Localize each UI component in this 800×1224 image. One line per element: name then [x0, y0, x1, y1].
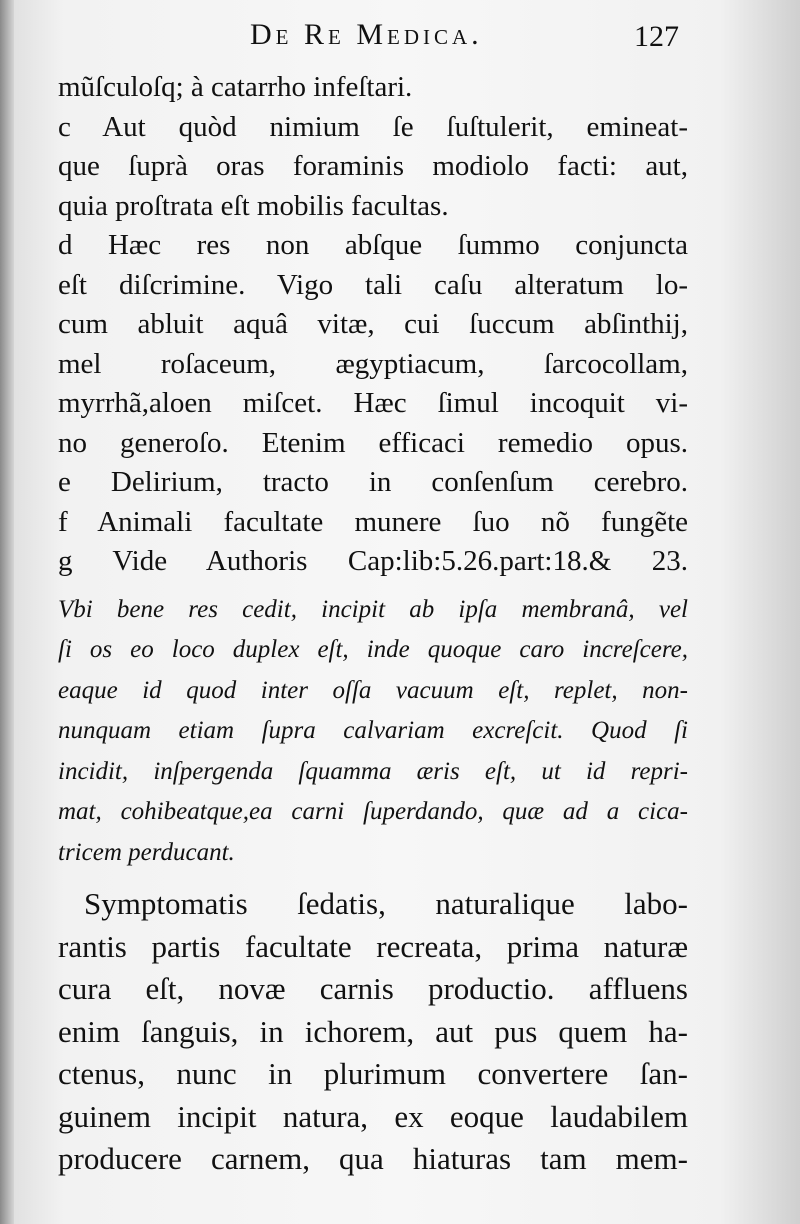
text-line: enim ſanguis, in ichorem, aut pus quem ha- — [58, 1013, 688, 1049]
text-line: quia proſtrata eſt mobilis facultas. — [58, 189, 449, 222]
text-line: myrrhã,aloen miſcet. Hæc ſimul incoquit vi- — [58, 387, 688, 419]
page-body — [58, 68, 688, 1181]
text-line: que ſuprà oras foraminis modiolo facti: aut, — [58, 150, 688, 182]
text-line: mat, cohibeatque,ea carni ſuperdando, quæ ad a cica- — [58, 798, 688, 825]
text-line: f Animali facultate munere ſuo nõ fungẽte — [58, 505, 688, 538]
running-head-title: De Re Medica. — [250, 18, 483, 51]
page-number: 127 — [634, 20, 679, 53]
text-line: cura eſt, novæ carnis productio. affluens — [58, 971, 688, 1006]
text-line: rantis partis facultate recreata, prima naturæ — [58, 928, 688, 964]
text-line: eaque id quod inter oſſa vacuum eſt, replet, non- — [58, 676, 688, 704]
text-line: ſi os eo loco duplex eſt, inde quoque caro increſcere, — [58, 636, 688, 663]
page-gutter-shadow — [0, 0, 14, 1224]
text-line: tricem perducant. — [58, 838, 235, 866]
text-line: e Delirium, tracto in conſenſum cerebro. — [58, 466, 688, 498]
running-head — [40, 18, 800, 62]
text-line: producere carnem, qua hiaturas tam mem- — [58, 1141, 688, 1176]
text-line: g Vide Authoris Cap:lib:5.26.part:18.& 23. — [58, 545, 688, 577]
text-line: no generoſo. Etenim efficaci remedio opus. — [58, 426, 688, 459]
text-line: incidit, inſpergenda ſquamma æris eſt, ut id repri- — [58, 757, 688, 785]
text-line: nunquam etiam ſupra calvariam excreſcit. Quod ſi — [58, 717, 688, 744]
main-paragraph — [58, 883, 688, 1181]
text-line: guinem incipit natura, ex eoque laudabilem — [58, 1098, 688, 1134]
italic-passage — [58, 590, 688, 874]
text-line: c Aut quòd nimium ſe ſuſtulerit, emineat- — [58, 110, 688, 143]
text-line: d Hæc res non abſque ſummo conjuncta — [58, 229, 688, 261]
annotation-notes — [58, 68, 688, 582]
text-line: Symptomatis ſedatis, naturalique labo- — [84, 886, 688, 921]
text-line: mũſculoſq; à catarrho infeſtari. — [58, 71, 413, 103]
text-line: Vbi bene res cedit, incipit ab ipſa membranâ, vel — [58, 595, 688, 623]
text-line: eſt diſcrimine. Vigo tali caſu alteratum lo- — [58, 268, 688, 301]
text-line: ctenus, nunc in plurimum convertere ſan- — [58, 1056, 688, 1091]
text-line: mel roſaceum, ægyptiacum, ſarcocollam, — [58, 347, 688, 380]
text-line: cum abluit aquâ vitæ, cui ſuccum abſinthij, — [58, 308, 688, 340]
